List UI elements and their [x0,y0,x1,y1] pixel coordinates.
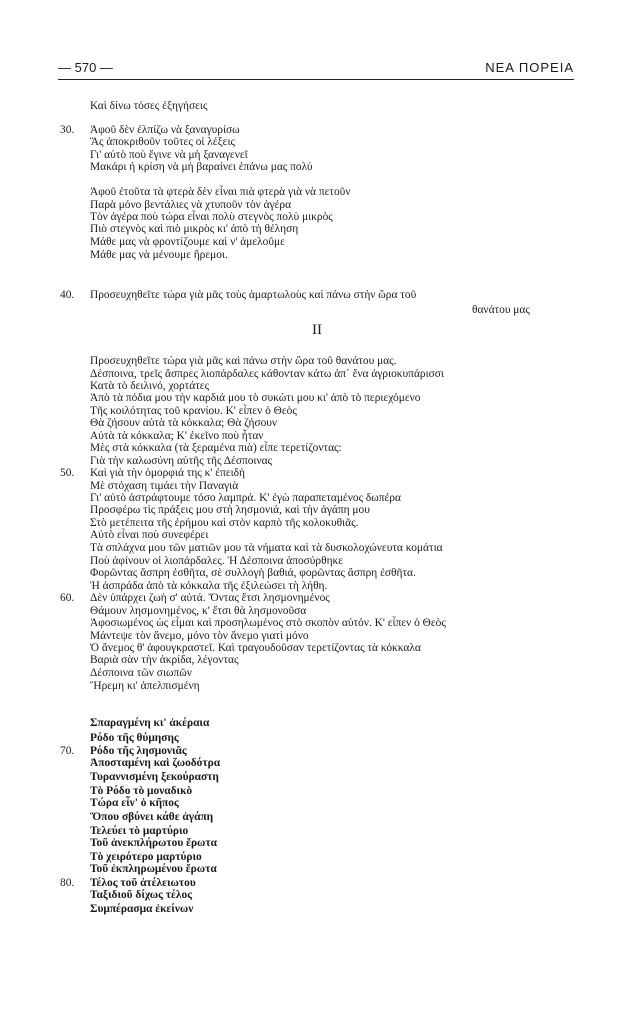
poem-line: Σπαραγμένη κι' ἀκέραια [90,717,210,729]
poem-line: Δέσποινα τῶν σιωπῶν [90,667,192,679]
poem-line: Γιὰ τὴν καλωσύνη αὐτῆς τῆς Δέσποινας [90,455,273,467]
poem-line: Αὐτὰ τὰ κόκκαλα; Κ' ἐκεῖνο ποὺ ἦταν [90,430,264,442]
poem-line: Μάθε μας νὰ μένουμε ἤρεμοι. [90,249,228,261]
poem-line: Ἀποσταμένη καὶ ζωοδότρα [90,757,221,769]
page-number: — 570 — [58,60,113,75]
poem-line: Προσφέρω τὶς πράξεις μου στὴ λησμονιά, καὶ τὴν ἀγάπη μου [90,504,370,516]
line-number: 30. [60,124,75,136]
poem-line: Τὸν ἀγέρα ποὺ τώρα εἶναι πολὺ στεγνὸς πολὺ μικρὸς [90,211,333,223]
poem-line: Ἀφοῦ δὲν ἐλπίζω νὰ ξαναγυρίσω [90,124,240,136]
poem-line: Θάμουν λησμονημένος, κ' ἔτσι θὰ λησμονοῦσα [90,605,307,617]
poem-line: Ρόδο τῆς θύμησης [90,732,179,744]
poem-line: Δέσποινα, τρεῖς ἄσπρες λιοπάρδαλες κάθονταν κάτω ἀπ᾿ ἕνα ἀγριοκυπάρισσι [90,368,444,380]
poem-line: Ἀπὸ τὰ πόδια μου τὴν καρδιά μου τὸ συκώτι μου κι' ἀπὸ τὸ περιεχόμενο [90,392,421,404]
poem-line: θανάτου μας [472,304,530,316]
poem-line: Τοῦ ἀνεκπλήρωτου ἔρωτα [90,837,217,849]
section-title: II [312,322,322,338]
poem-line: Συμπέρασμα ἐκείνων [90,903,194,915]
poem-line: Τῆς κοιλότητας τοῦ κρανίου. Κ' εἶπεν ὁ Θεὸς [90,405,297,417]
poem-line: Ταξιδιοῦ δίχως τέλος [90,889,192,901]
poem-line: Κατὰ τὸ δειλινό, χορτάτες [90,380,210,392]
header-rule [58,79,574,80]
poem-line: Πιὸ στεγνὸς καὶ πιὸ μικρὸς κι' ἀπὸ τὴ θέληση [90,223,299,235]
poem-line: Προσευχηθεῖτε τώρα γιὰ μᾶς καὶ πάνω στὴν ὥρα τοῦ θανάτου μας. [90,355,397,367]
line-number: 80. [60,877,75,889]
poem-line: Μὲς στὰ κόκκαλα (τὰ ξεραμένα πιὰ) εἶπε τερετίζοντας: [90,442,342,454]
poem-line: Καὶ γιὰ τὴν ὀμορφιά της κ' ἐπειδὴ [90,467,246,479]
poem-line: Ἡ ἀσπράδα ἀπὸ τὰ κόκκαλα τῆς ἐξιλεώσει τὴ λήθη. [90,580,328,592]
page-header [58,60,574,80]
line-number: 50. [60,467,75,479]
poem-line: Τώρα εἶν' ὁ κῆπος [90,797,179,809]
poem-line: Καὶ δίνω τόσες ἐξηγήσεις [90,100,208,112]
poem-line: Στὸ μετέπειτα τῆς ἐρήμου καὶ στὸν καρπὸ τῆς κολοκυθιᾶς. [90,517,359,529]
poem-line: Τὸ Ρόδο τὸ μοναδικὸ [90,785,193,797]
poem-line: Τέλος τοῦ ἀτέλειωτου [90,877,196,889]
poem-line: Ποὺ ἀφίνουν οἱ λιοπάρδαλες. Ἡ Δέσποινα ἀποσύρθηκε [90,555,344,567]
poem-line: Τελεύει τὸ μαρτύριο [90,825,189,837]
poem-line: Μὲ στόχαση τιμάει τὴν Παναγιὰ [90,480,239,492]
poem-line: Ἂς ἀποκριθοῦν τοῦτες οἱ λέξεις [90,136,236,148]
poem-line: Αὐτὸ εἶναι ποὺ συνεφέρει [90,529,209,541]
poem-line: Βαριὰ σὰν τὴν ἀκρίδα, λέγοντας [90,654,239,666]
poem-line: Δὲν ὑπάρχει ζωὴ σ' αὐτά. Ὄντας ἔτσι λησμονημένος [90,592,330,604]
line-number: 60. [60,592,75,604]
poem-line: Ρόδο τῆς λησμονιᾶς [90,745,187,757]
poem-line: Γι' αὐτὸ ἀστράφτουμε τόσο λαμπρά. Κ' ἐγὼ παραπεταμένος δωπέρα [90,492,401,504]
poem-line: Παρὰ μόνο βεντάλιες νὰ χτυποῦν τὸν ἀγέρα [90,199,292,211]
poem-line: Τυραννισμένη ξεκούραστη [90,771,219,783]
poem-line: Μάντεψε τὸν ἄνεμο, μόνο τὸν ἄνεμο γιατὶ μόνο [90,630,309,642]
poem-line: Γι' αὐτὸ ποὺ ἔγινε νὰ μὴ ξαναγενεῖ [90,149,248,161]
poem-line: Τὰ σπλάχνα μου τῶν ματιῶν μου τὰ νήματα καὶ τὰ δυσκολοχώνευτα κομάτια [90,542,443,554]
poem-line: Φορῶντας ἄσπρη ἐσθῆτα, σὲ συλλογὴ βαθιά, φορῶντας ἄσπρη ἐσθῆτα. [90,567,416,579]
poem-line: Τὸ χειρότερο μαρτύριο [90,851,202,863]
poem-line: Μάθε μας νὰ φροντίζουμε καὶ ν' ἀμελοῦμε [90,236,285,248]
poem-line: Ἀφοσιωμένος ὡς εἶμαι καὶ προσηλωμένος στὸ σκοπὸν αὐτόν. Κ' εἶπεν ὁ Θεὸς [90,617,446,629]
poem-line: Ὅπου σβύνει κάθε ἀγάπη [90,811,214,823]
poem-line: Ἀφοῦ ἐτοῦτα τὰ φτερὰ δὲν εἶναι πιὰ φτερὰ γιὰ νὰ πετοῦν [90,186,351,198]
poem-line: Θὰ ζήσουν αὐτὰ τὰ κόκκαλα; Θὰ ζήσουν [90,417,278,429]
poem-line: Ὁ ἄνεμος θ' ἀφουγκραστεῖ. Καὶ τραγουδοῦσαν τερετίζοντας τὰ κόκκαλα [90,642,421,654]
journal-title: ΝΕΑ ΠΟΡΕΙΑ [485,60,574,75]
poem-line: Ἤρεμη κι' ἀπελπισμένη [90,680,200,692]
poem-line: Μακάρι ἡ κρίση νὰ μὴ βαραίνει ἐπάνω μας πολύ [90,161,313,173]
poem-line: Τοῦ ἐκπληρωμένου ἔρωτα [90,863,217,875]
line-number: 40. [60,289,75,301]
poem-line: Προσευχηθεῖτε τώρα γιὰ μᾶς τοὺς ἁμαρτωλοὺς καὶ πάνω στὴν ὥρα τοῦ [90,289,417,301]
line-number: 70. [60,745,75,757]
